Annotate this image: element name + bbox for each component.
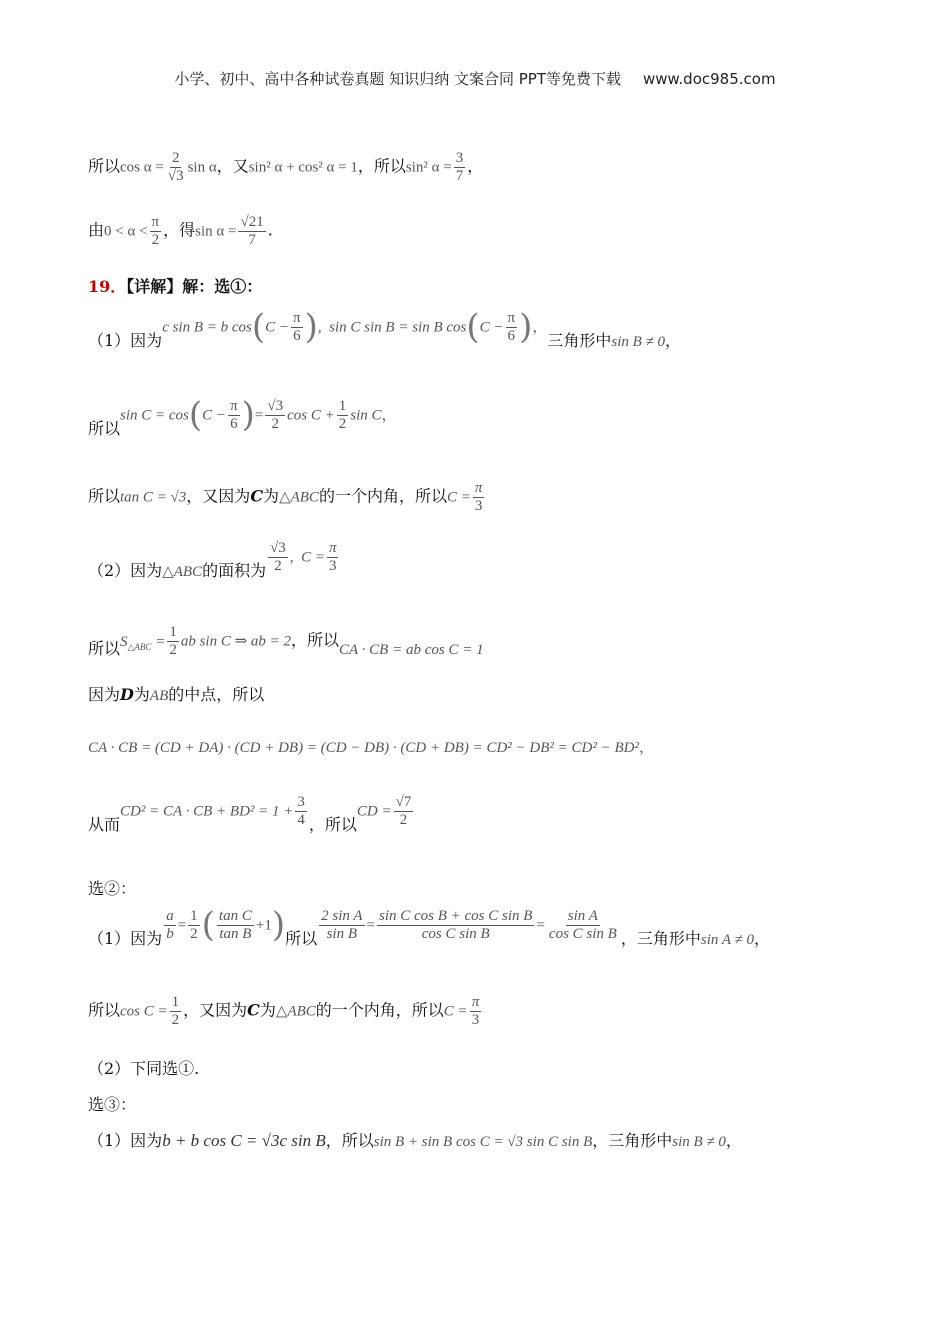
line-cd-result: 从而CD² = CA · CB + BD² = 1 + $\frac{3}{4}$ ，所以CD = $\frac{√7}{2}$ xyxy=(88,794,412,834)
line-sinC-expansion: 所以sin C = cos(C − $\frac{\pi}{6}$ )= $\frac{√3}{2}$ cos C + $\frac{1}{2}$ sin C， xyxy=(88,395,397,438)
line-part1-choice1: （1）因为c sin B = b cos(C − $\frac{\pi}{6}$ ), sin C sin B = sin B cos(C − $\frac{\pi}{6}$ )，三角形中sin B ≠ 0， xyxy=(88,307,682,350)
line-part2-choice2: （2）下同选①. xyxy=(88,1059,200,1078)
line-area-formula: 所以$S_{\triangle ABC}$ = $\frac{1}{2}$ ab sin C ⇒ ab = 2，所以CA · CB = ab cos C = 1 xyxy=(88,624,484,658)
line-cos-alpha: 所以cos α = $\frac{2}{√3}$ sin α，又sin² α + cos² α = 1，所以sin² α = $\frac{3}{7}$ ， xyxy=(88,150,484,184)
line-part2-area: （2）因为△ABC的面积为 $\frac{√3}{2}$ , C = $\frac{\pi}{3}$ xyxy=(88,540,337,580)
choice-3-heading: 选③： xyxy=(88,1095,137,1114)
line-d-midpoint: 因为D为AB的中点，所以 xyxy=(88,685,265,704)
header-title: 小学、初中、高中各种试卷真题 知识归纳 文案合同 PPT等免费下载 xyxy=(174,70,621,88)
page-header xyxy=(0,68,950,89)
line-cosC: 所以cos C = $\frac{1}{2}$ ，又因为C为△ABC的一个内角，所以C = $\frac{\pi}{3}$ xyxy=(88,994,480,1028)
line-vector-equation: CA · CB = (CD + DA) · (CD + DB) = (CD − DB) · (CD + DB) = CD² − DB² = CD² − BD²， xyxy=(88,740,654,756)
line-part1-choice2: （1）因为 $\frac{a}{b}$ = $\frac{1}{2}$ ( $\frac{\text{tan C}}{\text{tan B}}$ +1)所以 $\frac{\text{2 sin A}}{\text{sin B}}$ = $\frac{\text{sin C cos B + cos C sin B}}{\text{cos C sin B}}$ = $\frac{\text{sin A}}{\text{cos C sin B}}$ ，三角形中sin A ≠ 0， xyxy=(88,905,770,948)
line-part1-choice3: （1）因为b + b cos C = √3c sin B，所以sin B + sin B cos C = √3 sin C sin B，三角形中sin B ≠ 0， xyxy=(88,1131,742,1150)
question-19-heading: 19．【详解】解：选①： xyxy=(88,277,263,296)
line-tanC: 所以tan C = √3，又因为C为△ABC的一个内角，所以C = $\frac{\pi}{3}$ xyxy=(88,480,483,514)
choice-2-heading: 选②： xyxy=(88,879,137,898)
line-sin-alpha: 由0 < α < $\frac{\pi}{2}$ ，得sin α = $\frac{√21}{7}$ . xyxy=(88,214,273,248)
header-site: www.doc985.com xyxy=(642,70,776,88)
